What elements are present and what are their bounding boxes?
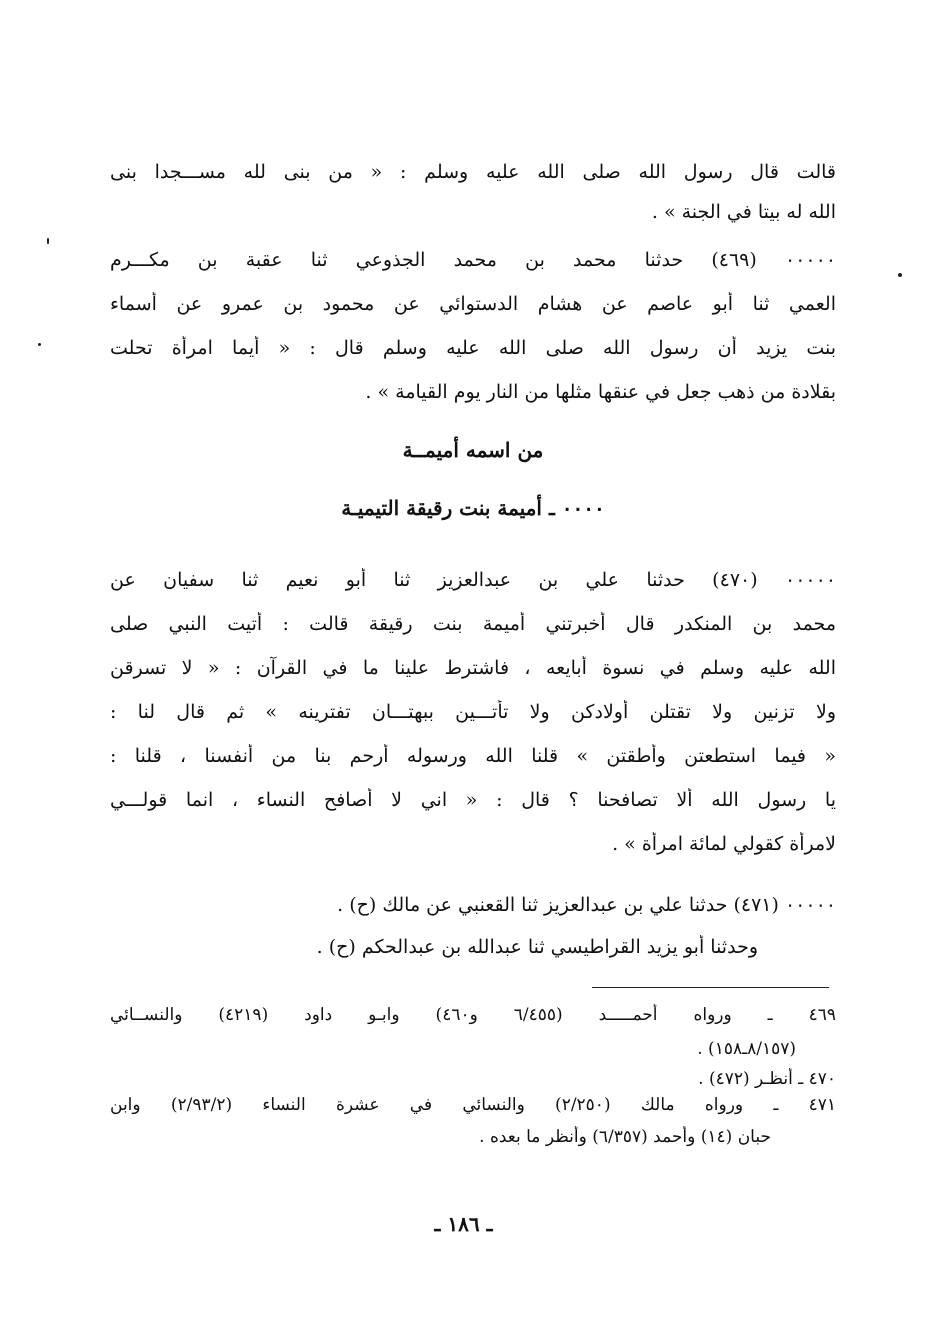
- section-heading: من اسمه أميمــة: [402, 438, 544, 462]
- footnote-separator: [592, 987, 829, 988]
- text-line: لامرأة كقولي لمائة امرأة » .: [612, 833, 836, 855]
- text-line: بقلادة من ذهب جعل في عنقها مثلها من النار يوم القيامة » .: [365, 381, 836, 403]
- scan-speck: [898, 273, 902, 277]
- text-line: محمد بن المنكدر قال أخبرتني أميمة بنت رقيقة قالت : أتيت النبي صلى: [110, 613, 836, 635]
- paragraph-hadith-471: [120, 893, 836, 959]
- footnote-471-continued: حبان (١٤) وأحمد (٦/٣٥٧) وأنظر ما بعده .: [479, 1127, 771, 1147]
- paragraph-hadith-468-end: [110, 160, 836, 224]
- text-line: ٠٠٠٠٠ (٤٧١) حدثنا علي بن عبدالعزيز ثنا القعنبي عن مالك (ح) .: [337, 894, 836, 916]
- text-line: ٠٠٠٠٠ (٤٧٠) حدثنا علي بن عبدالعزيز ثنا أبو نعيم ثنا سفيان عن: [110, 569, 836, 591]
- text-line: ولا تزنين ولا تقتلن أولادكن ولا تأتـــين ببهتـــان تفترينه » ثم قال لنا :: [110, 701, 836, 723]
- text-line: الله عليه وسلم في نسوة أبايعه ، فاشترط علينا ما في القرآن : « لا تسرقن: [110, 657, 836, 679]
- text-line: العمي ثنا أبو عاصم عن هشام الدستوائي عن محمود بن عمرو عن أسماء: [110, 293, 836, 315]
- entry-heading: ٠٠٠٠ ـ أميمة بنت رقيقة التيميـة: [341, 496, 605, 520]
- text-line: « فيما استطعتن وأطقتن » قلنا الله ورسوله أرحم بنا من أنفسنا ، قلنا :: [110, 745, 836, 767]
- text-line: وحدثنا أبو يزيد القراطيسي ثنا عبدالله بن عبدالحكم (ح) .: [316, 936, 758, 958]
- scan-speck: [47, 238, 49, 244]
- paragraph-hadith-470: [110, 568, 836, 856]
- text-line: قالت قال رسول الله صلى الله عليه وسلم : « من بنى لله مســـجدا بنى: [110, 161, 836, 183]
- paragraph-hadith-469: [110, 248, 836, 404]
- footnote-471: ٤٧١ ـ ورواه مالك (٢/٢٥٠) والنسائي في عشرة النساء (٢/٩٣/٢) وابن: [110, 1095, 836, 1115]
- page-number: ـ ١٨٦ ـ: [434, 1212, 493, 1236]
- text-line: يا رسول الله ألا تصافحنا ؟ قال : « اني لا أصافح النساء ، انما قولـــي: [110, 789, 836, 811]
- footnote-470: ٤٧٠ ـ أنظـر (٤٧٢) .: [698, 1069, 836, 1089]
- footnote-469-continued: (٨/١٥٧ـ١٥٨) .: [697, 1039, 796, 1059]
- footnote-469: ٤٦٩ ـ ورواه أحمـــــد (٦/٤٥٥ و٤٦٠) وابـو داود (٤٢١٩) والنســائي: [110, 1005, 836, 1025]
- text-line: الله له بيتا في الجنة » .: [651, 201, 836, 223]
- scan-speck: [38, 343, 41, 346]
- text-line: بنت يزيد أن رسول الله صلى الله عليه وسلم قال : « أيما امرأة تحلت: [110, 337, 836, 359]
- text-line: ٠٠٠٠٠ (٤٦٩) حدثنا محمد بن محمد الجذوعي ثنا عقبة بن مكـــرم: [110, 249, 836, 271]
